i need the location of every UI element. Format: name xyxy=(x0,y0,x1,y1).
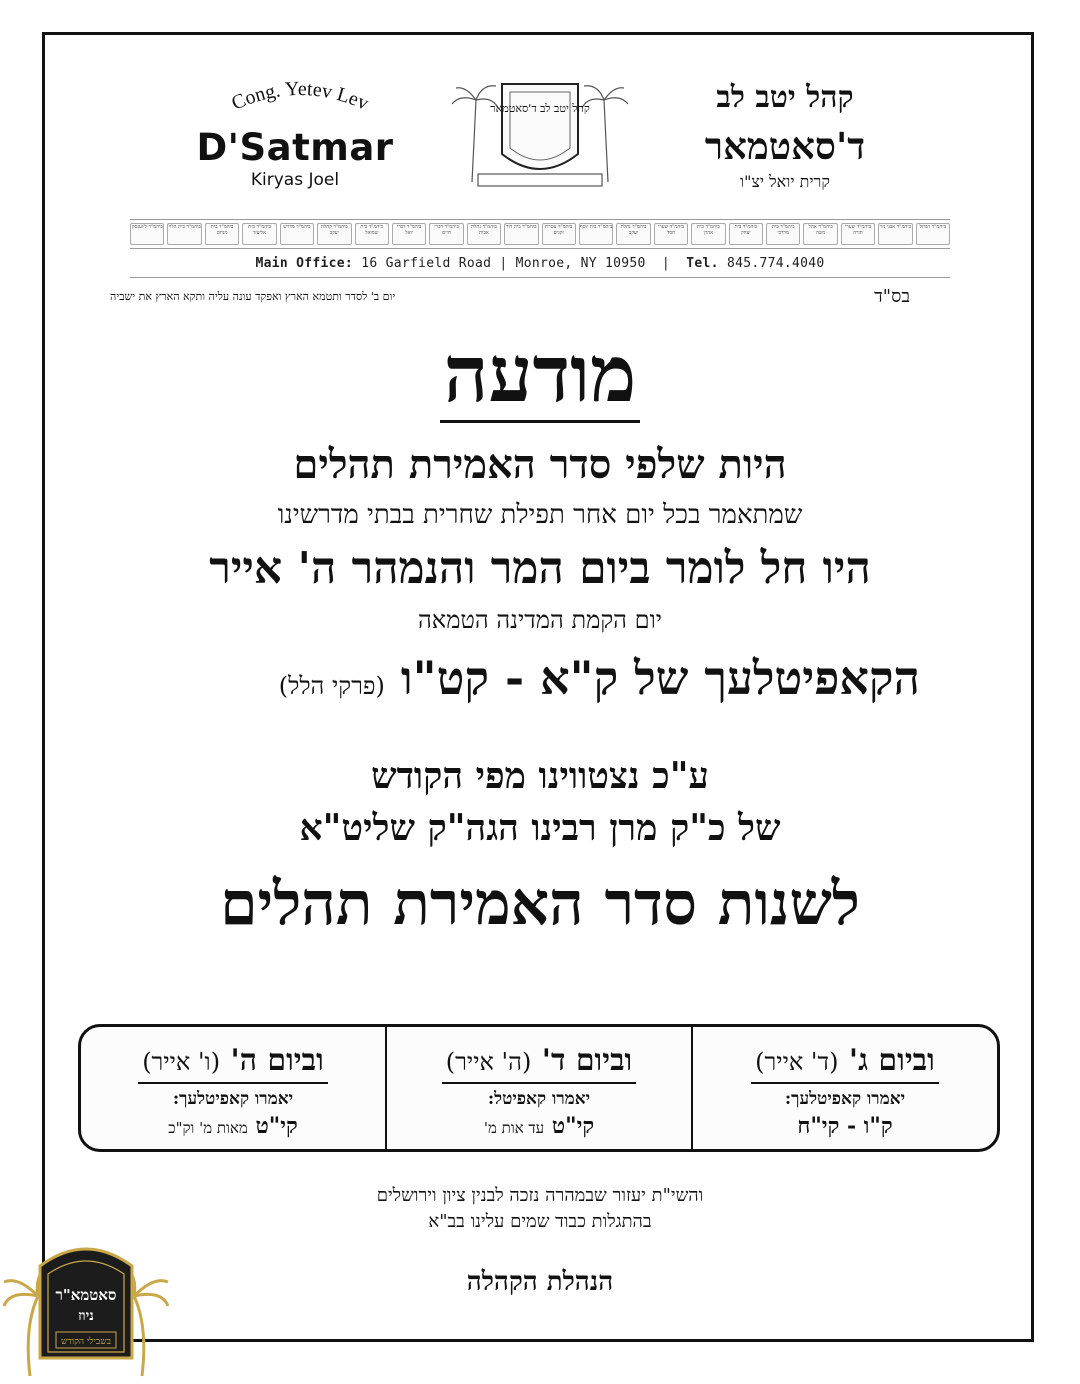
day-date: (ו' אייר) xyxy=(142,1048,221,1076)
day-instruction: יאמרו קאפיטלעך: xyxy=(172,1089,294,1109)
notice-line-2: שמתאמר בכל יום אחר תפילת שחרית בבתי מדרשינו xyxy=(277,500,803,530)
svg-text:Cong. Yetev Lev: Cong. Yetev Lev xyxy=(228,77,372,115)
notice-title-text: מודעה xyxy=(440,329,641,423)
branch-label: ביהמ"ד אבני נזר xyxy=(878,223,912,245)
notice-title xyxy=(340,330,740,420)
schedule-box xyxy=(78,1024,1000,1152)
notice-line-4: יום הקמת המדינה הטמאה xyxy=(417,606,663,634)
day-name: וביום ג' xyxy=(848,1043,935,1078)
branch-label: ביהמ"ד בית אהרן xyxy=(691,223,725,245)
letterhead-english-location: Kiryas Joel xyxy=(250,170,340,190)
branch-label: ביהמ"ד בית מרדכי xyxy=(766,223,800,245)
schedule-day-thursday xyxy=(81,1027,387,1149)
notice-line-1: היות שלפי סדר האמירת תהלים xyxy=(293,441,787,488)
branch-label: ביהמ"ד נחלת אבות xyxy=(467,223,501,245)
closing-line-2: בהתגלות כבוד שמים עלינו בב"א xyxy=(428,1211,652,1232)
branch-synagogue-strip xyxy=(130,219,950,249)
address-label: Main Office: xyxy=(255,256,354,271)
day-heading xyxy=(442,1041,636,1084)
branch-label: ביהמ"ד בית אליעזר xyxy=(242,223,276,245)
branch-label: ביהמ"ד קהלת יעקב xyxy=(317,223,351,245)
branch-label: ביהמ"ד עטרת זקנים xyxy=(542,223,576,245)
letterhead-english-name: D'Satmar xyxy=(196,126,394,169)
notice-headline-change: לשנות סדר האמירת תהלים xyxy=(220,869,860,939)
schedule-day-wednesday xyxy=(387,1027,693,1149)
branch-label: ביהמ"ד מדרש xyxy=(280,223,314,245)
chapters-note: עד אות מ' xyxy=(483,1119,545,1137)
date-verse-line: יום ב' לסדר ותטמא הארץ ואפקד עונה עליה ותקא הארץ את ישביה xyxy=(110,290,396,303)
day-instruction: יאמרו קאפיטלעך: xyxy=(784,1089,906,1109)
branch-label: ביהמ"ד בית יצחק xyxy=(729,223,763,245)
day-chapters xyxy=(81,1112,385,1142)
day-chapters xyxy=(693,1112,997,1140)
day-date: (ה' אייר) xyxy=(445,1048,532,1076)
letterhead-hebrew-location: קרית יואל יצ"ו xyxy=(740,172,830,191)
notice-line-5-text: הקאפיטלעך של ק"א - קט"ו xyxy=(400,651,920,705)
notice-line-5-note: (פרקי הלל) xyxy=(278,672,385,700)
address-text: 16 Garfield Road | Monroe, NY 10950 xyxy=(361,256,646,271)
branch-label: ביהמ"ד שערי חסד xyxy=(654,223,688,245)
branch-label: ביהמ"ד דברי חיים xyxy=(429,223,463,245)
chapters-text: ק"ו - קי"ח xyxy=(797,1113,893,1139)
branch-label: ביהמ"ד בית שמואל xyxy=(355,223,389,245)
branch-label: ביהמ"ד בית יוסף xyxy=(579,223,613,245)
svg-text:ניוז: ניוז xyxy=(78,1308,94,1324)
chapters-text: קי"ט xyxy=(551,1113,595,1139)
day-name: וביום ד' xyxy=(541,1043,633,1078)
closing-line-1: והשי"ת יעזור שבמהרה נזכה לבנין ציון וירושלים xyxy=(376,1185,704,1206)
svg-text:קהל יטב לב ד'סאטמאר: קהל יטב לב ד'סאטמאר xyxy=(490,102,590,115)
svg-text:סאטמא"ר: סאטמא"ר xyxy=(55,1286,117,1304)
branch-label: ביהמ"ד דברי יואל xyxy=(392,223,426,245)
day-instruction: יאמרו קאפיטל: xyxy=(487,1089,591,1109)
notice-line-7: של כ"ק מרן רבינו הגה"ק שליט"א xyxy=(299,807,781,849)
day-heading xyxy=(138,1041,328,1084)
day-name: וביום ה' xyxy=(230,1043,324,1078)
day-date: (ד' אייר) xyxy=(755,1048,839,1076)
notice-line-3: היו חל לומר ביום המר והנמהר ה' אייר xyxy=(209,543,871,594)
branch-label: ביהמ"ד שערי תורה xyxy=(841,223,875,245)
branch-label: ביהמ"ד בית מנחם xyxy=(205,223,239,245)
notice-line-5 xyxy=(160,646,920,718)
branch-label: ביהמ"ד אהל משה xyxy=(803,223,837,245)
day-heading xyxy=(751,1041,939,1084)
news-watermark-logo xyxy=(0,1236,172,1380)
branch-label: ביהמ"ד הגדול xyxy=(916,223,950,245)
svg-text:בשבילי הקודש: בשבילי הקודש xyxy=(61,1337,111,1347)
chapters-note: מאות מ' וק"כ xyxy=(168,1119,248,1137)
branch-label: ביהמ"ד בית הלוי xyxy=(167,223,201,245)
letterhead-address: Main Office: 16 Garfield Road | Monroe, NY 10950 | Tel. 845.774.4040 xyxy=(130,256,950,278)
tel-number: 845.774.4040 xyxy=(726,256,825,271)
day-chapters xyxy=(387,1112,691,1142)
letterhead-hebrew-title: קהל יטב לב xyxy=(716,80,854,115)
bsd-header: בס"ד xyxy=(874,286,910,307)
letterhead-english-arched-title xyxy=(200,78,400,118)
chapters-text: קי"ט xyxy=(255,1113,298,1139)
branch-label: ביהמ"ד ליזענסק xyxy=(130,223,164,245)
tel-label: Tel. xyxy=(686,256,719,271)
signature: הנהלת הקהלה xyxy=(466,1267,614,1297)
letterhead-hebrew-name: ד'סאטמאר xyxy=(704,124,866,168)
branch-label: ביהמ"ד בית דוד xyxy=(504,223,538,245)
notice-line-6: ע"כ נצטווינו מפי הקודש xyxy=(371,755,709,797)
branch-label: ביהמ"ד נחלת יעקב xyxy=(616,223,650,245)
schedule-day-tuesday xyxy=(693,1027,997,1149)
congregation-crest-logo xyxy=(450,70,630,194)
